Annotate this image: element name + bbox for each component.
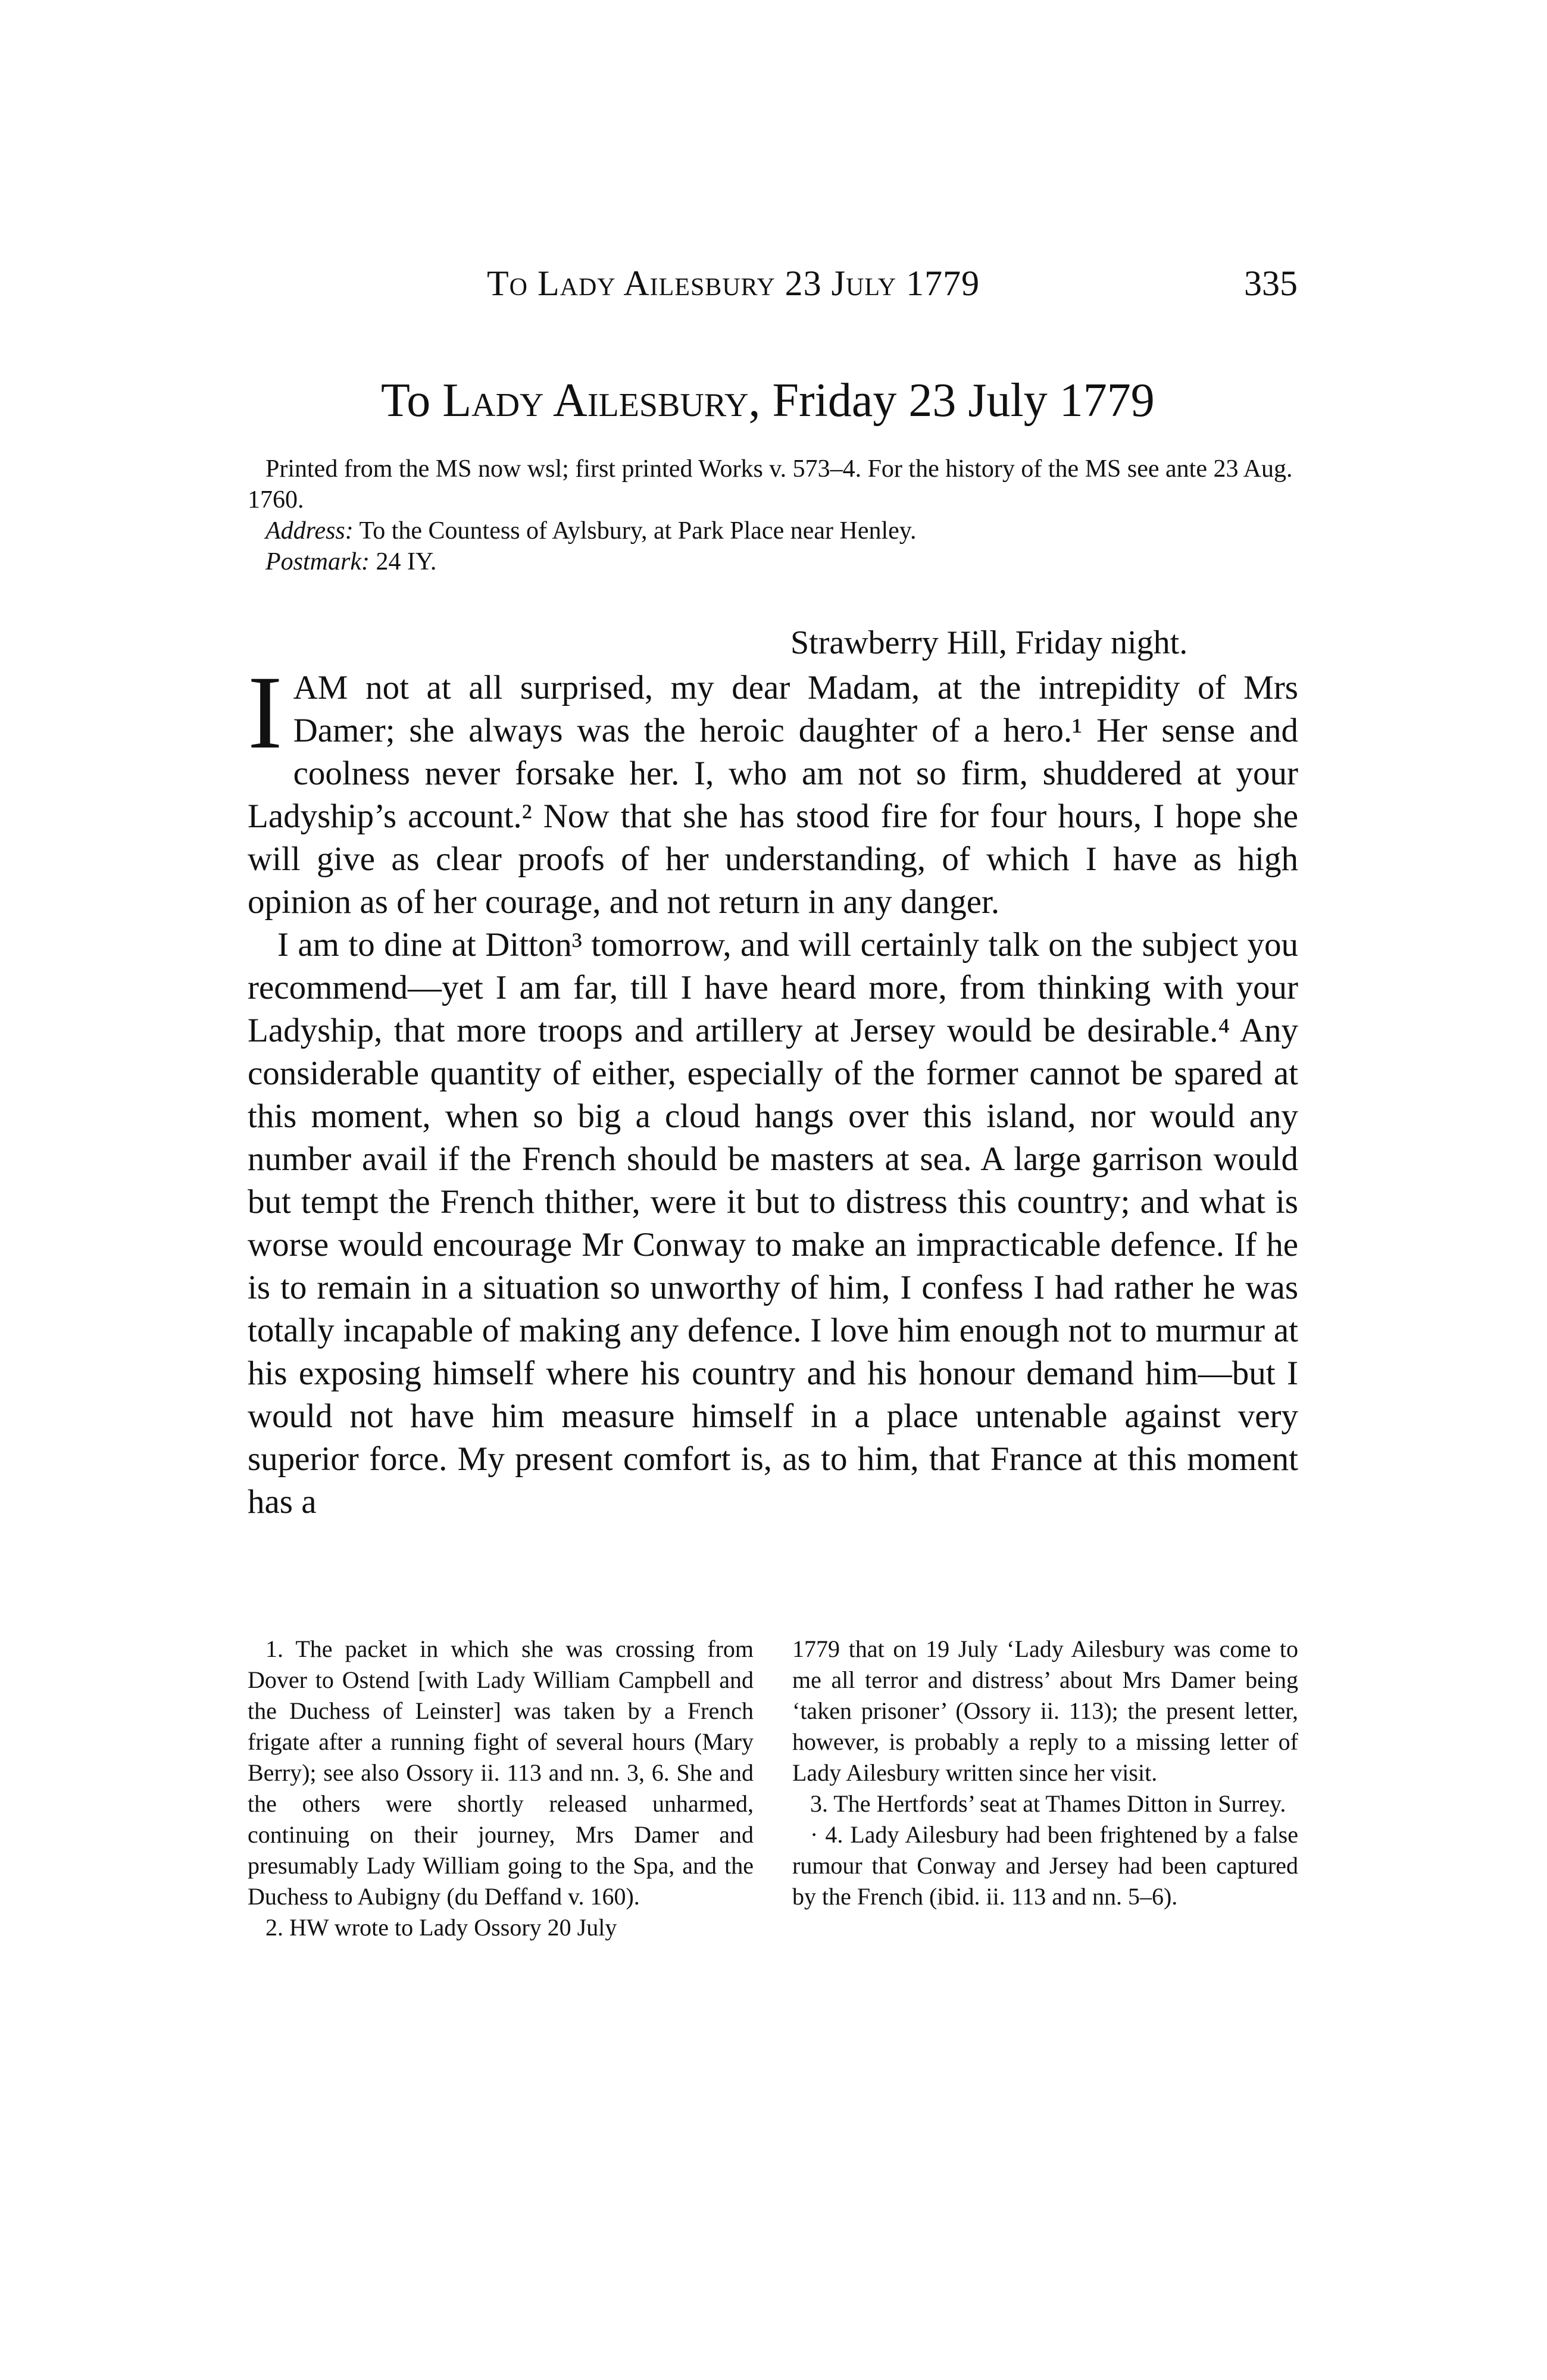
footnote-3: 3. The Hertfords’ seat at Thames Ditton in Surrey. — [810, 1790, 1286, 1817]
footnote-1: 1. The packet in which she was crossing from Dover to Ostend [with Lady William Campbell and the Duchess of Leinster] was taken by a French frigate after a running fight of several hours (Mary Berry); see also Ossory ii. 113 and nn. 3, 6. She and the others were shortly released unharmed, continuing on their journey, Mrs Damer and presumably Lady William going to the Spa, and the Duchess to Aubigny (du Deffand v. 160). — [248, 1635, 754, 1910]
address-text: To the Countess of Aylsbury, at Park Place near Henley. — [353, 517, 917, 545]
running-title: To Lady Ailesbury 23 July 1779 — [487, 264, 980, 303]
footnotes-right-column — [792, 1634, 1298, 1912]
postmark-text: 24 IY. — [369, 548, 437, 576]
headnote-postmark — [248, 546, 1298, 577]
heading-date: , Friday 23 July 1779 — [748, 374, 1155, 427]
footnote-4: · 4. Lady Ailesbury had been frightened by a false rumour that Conway and Jersey had been captured by the French (ibid. ii. 113 and nn. 5–6). — [792, 1821, 1298, 1910]
body-paragraph-1 — [248, 655, 1298, 924]
headnote — [248, 454, 1298, 577]
footnote-2-start: 2. HW wrote to Lady Ossory 20 July — [265, 1914, 617, 1941]
dateline: Strawberry Hill, Friday night. — [790, 624, 1188, 661]
running-head — [0, 263, 1547, 311]
body-paragraph-2: I am to dine at Ditton³ tomorrow, and will certainly talk on the subject you recommend—yet I am far, till I have heard more, from thinking with your Ladyship, that more troops and artillery at Jersey would be desirable.⁴ Any considerable quantity of either, especially of the former cannot be spared at this moment, when so big a cloud hangs over this island, nor would any number avail if the French should be masters at sea. A large garrison would but tempt the French thither, were it but to distress this country; and what is worse would encourage Mr Conway to make an impracticable defence. If he is to remain in a situation so unworthy of him, I confess I had rather he was totally incapable of making any defence. I love him enough not to murmur at his exposing himself where his country and his honour demand him—but I would not have him measure himself in a place untenable against very superior force. My present comfort is, as to him, that France at this moment has a — [248, 926, 1298, 1521]
body-paragraph-1-text: AM not at all surprised, my dear Madam, at the intrepidity of Mrs Damer; she always was the heroic daughter of a hero.¹ Her sense and coolness never forsake her. I, who am not so firm, shuddered at your Ladyship’s account.² Now that she has stood fire for four hours, I hope she will give as clear proofs of her understanding, of which I have as high opinion as of her courage, and not return in any danger. — [248, 669, 1298, 921]
headnote-address — [248, 515, 1298, 546]
address-label: Address: — [265, 517, 354, 545]
page-number: 335 — [1244, 264, 1298, 303]
heading-recipient: Lady Ailesbury — [442, 374, 749, 427]
heading-to: To — [381, 374, 443, 427]
footnotes — [248, 1634, 1298, 2062]
footnotes-left-column — [248, 1634, 754, 1943]
footnote-2-continued: 1779 that on 19 July ‘Lady Ailesbury was come to me all terror and distress’ about Mrs Damer being ‘taken prisoner’ (Ossory ii. 113); the present letter, however, is probably a reply to a missing letter of Lady Ailesbury written since her visit. — [792, 1635, 1298, 1786]
letter-body — [248, 655, 1298, 1524]
letter-heading — [381, 374, 1202, 428]
headnote-provenance: Printed from the MS now wsl; first printed Works v. 573–4. For the history of the MS see ante 23 Aug. 1760. — [248, 455, 1293, 514]
drop-cap: I — [248, 655, 283, 771]
postmark-label: Postmark: — [265, 548, 370, 576]
